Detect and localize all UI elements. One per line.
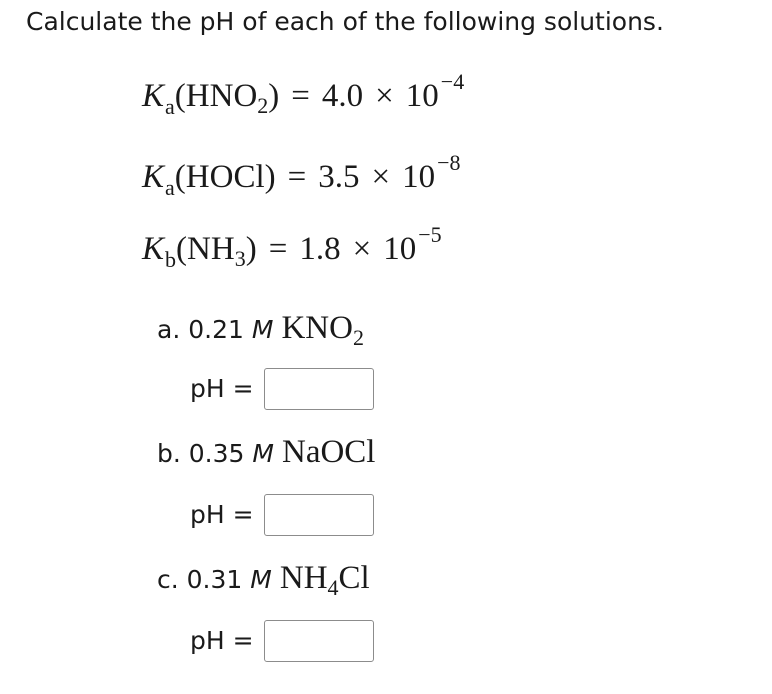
mantissa: 1.8 [299,231,341,267]
equals-sign: = [268,231,288,267]
left-paren: ( [176,231,188,267]
question-title: Calculate the pH of each of the following solutions. [26,7,664,36]
formula-tail: Cl [338,560,370,596]
times-sign: × [371,159,391,195]
exponent: −8 [437,150,461,175]
k-symbol: K [142,159,165,195]
power-base: 10 [402,159,436,195]
molar-unit: M [250,565,272,594]
k-subscript: a [165,94,175,119]
formula-subscript: 4 [327,575,339,600]
exponent: −5 [418,222,442,247]
part-c-label [157,558,370,601]
mantissa: 3.5 [318,159,360,195]
part-a-ph-label: pH = [190,374,254,403]
species-subscript: 2 [257,93,269,118]
part-b-ph-input[interactable] [264,494,374,536]
equals-sign: = [287,159,307,195]
equals-sign: = [291,78,310,114]
formula-main: NH [279,560,328,596]
k-symbol: K [142,231,165,267]
ka-hno2-equation [142,69,465,121]
part-c-ph-input[interactable] [264,620,374,662]
kb-nh3-equation [142,222,442,274]
formula-subscript: 2 [352,325,364,350]
concentration: 0.21 [188,315,244,344]
exponent: −4 [440,69,465,94]
molar-unit: M [252,439,274,468]
k-symbol: K [142,78,165,114]
part-a-ph-input[interactable] [264,368,374,410]
part-b-ph-label: pH = [190,500,254,529]
power-base: 10 [405,78,439,114]
left-paren: ( [174,78,186,114]
mantissa: 4.0 [321,78,364,114]
ka-hocl-equation [142,150,461,202]
species-subscript: 3 [234,246,246,271]
solute-formula [282,434,376,470]
times-sign: × [375,78,394,114]
k-subscript: a [165,175,175,200]
part-letter: a. [157,315,181,344]
part-letter: b. [157,439,181,468]
times-sign: × [352,231,372,267]
molar-unit: M [251,315,274,344]
solute-formula [279,560,370,600]
k-subscript: b [165,247,177,272]
concentration: 0.35 [188,439,245,468]
power-base: 10 [383,231,417,267]
part-b-label [157,432,375,475]
part-a-label [157,308,364,351]
formula-main: KNO [281,310,353,346]
species-name: HOCl) [185,159,276,195]
species-name: HNO [185,78,258,114]
species-tail: ) [245,231,257,267]
formula-main: NaOCl [281,434,376,470]
left-paren: ( [174,159,186,195]
species-tail: ) [268,78,280,114]
species-name: NH [187,231,235,267]
concentration: 0.31 [186,565,243,594]
part-letter: c. [157,565,179,594]
part-c-ph-label: pH = [190,626,254,655]
solute-formula [281,310,364,350]
